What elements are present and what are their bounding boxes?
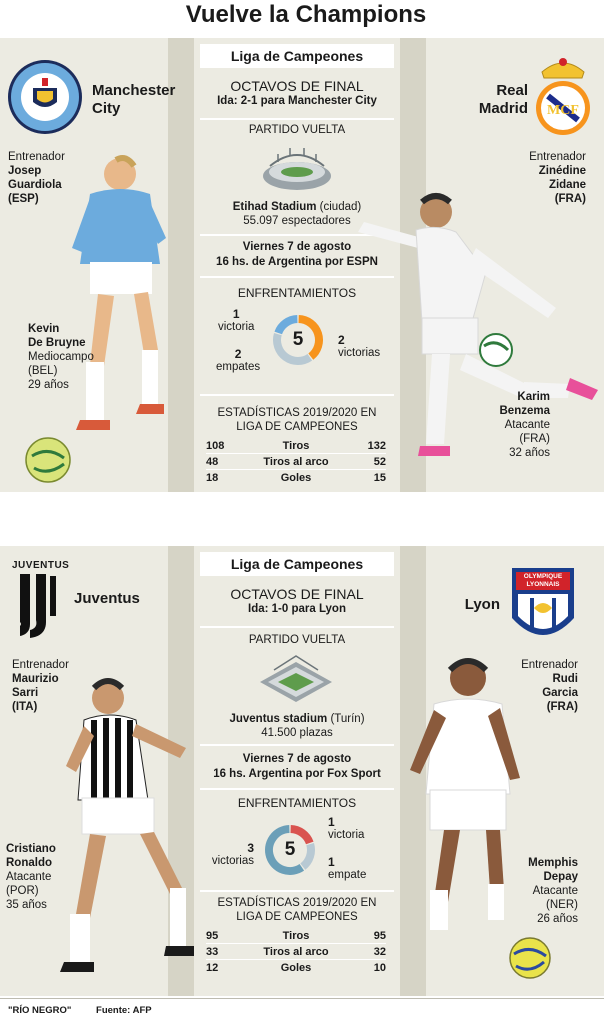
away-team-name-1: Real xyxy=(496,82,528,99)
stadium-info: Etihad Stadium (ciudad) 55.097 espectadores xyxy=(232,201,362,227)
home-wins-label: 3 victorias xyxy=(211,841,254,867)
second-leg-label: PARTIDO VUELTA xyxy=(248,634,346,646)
away-coach: Entrenador Zinédine Zidane (FRA) xyxy=(529,151,586,205)
juventus-wordmark: JUVENTUS xyxy=(12,560,70,571)
match-panel-city-madrid xyxy=(0,38,604,492)
home-coach: Entrenador Josep Guardiola (ESP) xyxy=(8,151,65,205)
home-coach: Entrenador Maurizio Sarri (ITA) xyxy=(12,659,69,713)
stadium-icon xyxy=(260,142,334,194)
competition-header: Liga de Campeones xyxy=(200,44,394,68)
soccer-ball-icon xyxy=(24,436,72,484)
footer xyxy=(8,1005,174,1016)
home-wins-label: 1 victoria xyxy=(218,307,255,333)
home-team-name-1: Manchester xyxy=(92,82,176,99)
match-date: Viernes 7 de agosto 16 hs. Argentina por Fox Sport xyxy=(213,753,381,780)
away-player: Karim Benzema Atacante (FRA) 32 años xyxy=(499,391,550,459)
real-madrid-crest-icon xyxy=(530,54,596,138)
match-date: Viernes 7 de agosto 16 hs. de Argentina por ESPN xyxy=(216,241,378,268)
source: Fuente: AFP xyxy=(96,1005,152,1016)
away-wins-label: 2 victorias xyxy=(338,333,381,359)
away-player: Memphis Depay Atacante (NER) 26 años xyxy=(528,857,578,925)
away-team-name-2: Madrid xyxy=(478,100,528,117)
stat-row: 48 Tiros al arco 52 xyxy=(206,456,386,468)
page-title: Vuelve la Champions xyxy=(185,1,427,28)
karim-benzema-figure-icon xyxy=(356,178,606,478)
head-to-head-label: ENFRENTAMIENTOS xyxy=(237,796,357,810)
manchester-city-crest-icon xyxy=(6,58,84,136)
stat-row: 12 Goles 10 xyxy=(206,962,386,974)
juventus-crest-icon xyxy=(12,574,62,638)
stats-title: ESTADÍSTICAS 2019/2020 EN LIGA DE CAMPEONES xyxy=(217,897,377,923)
head-to-head-donut: 5 xyxy=(264,824,316,876)
cristiano-ronaldo-figure-icon xyxy=(60,676,210,986)
stats-title: ESTADÍSTICAS 2019/2020 EN LIGA DE CAMPEONES xyxy=(217,407,377,433)
kevin-de-bruyne-figure-icon xyxy=(60,154,170,454)
round-info: OCTAVOS DE FINAL Ida: 2-1 para Manchester City xyxy=(217,78,377,107)
round-info: OCTAVOS DE FINAL Ida: 1-0 para Lyon xyxy=(230,586,364,615)
away-coach: Entrenador Rudi Garcia (FRA) xyxy=(521,659,578,713)
away-wins-label: 1 victoria xyxy=(328,815,365,841)
head-to-head-label: ENFRENTAMIENTOS xyxy=(237,286,357,300)
home-player: Cristiano Ronaldo Atacante (POR) 35 años xyxy=(6,843,56,911)
draws-label: 1 empate xyxy=(328,855,367,881)
stat-row: 18 Goles 15 xyxy=(206,472,386,484)
away-team-name-1: Lyon xyxy=(464,596,500,613)
credit: "RÍO NEGRO" xyxy=(8,1005,72,1016)
match-info-column xyxy=(194,546,400,996)
stat-row: 33 Tiros al arco 32 xyxy=(206,946,386,958)
draws-label: 2 empates xyxy=(216,347,261,373)
home-player: Kevin De Bruyne Mediocampo (BEL) 29 años xyxy=(28,323,94,391)
lyon-crest-text: OLYMPIQUE LYONNAIS xyxy=(523,573,563,588)
stat-row: 95 Tiros 95 xyxy=(206,930,386,942)
svg-text:MCF: MCF xyxy=(547,103,579,118)
stadium-info: Juventus stadium (Turín) 41.500 plazas xyxy=(229,713,365,739)
head-to-head-donut: 5 xyxy=(272,314,324,366)
stadium-icon xyxy=(254,652,338,708)
home-team-name-2: City xyxy=(92,100,121,117)
competition-header: Liga de Campeones xyxy=(200,552,394,576)
soccer-ball-icon xyxy=(508,936,552,980)
second-leg-label: PARTIDO VUELTA xyxy=(248,124,346,136)
stat-row: 108 Tiros 132 xyxy=(206,440,386,452)
match-panel-juventus-lyon xyxy=(0,546,604,996)
home-team-name-1: Juventus xyxy=(74,590,140,607)
